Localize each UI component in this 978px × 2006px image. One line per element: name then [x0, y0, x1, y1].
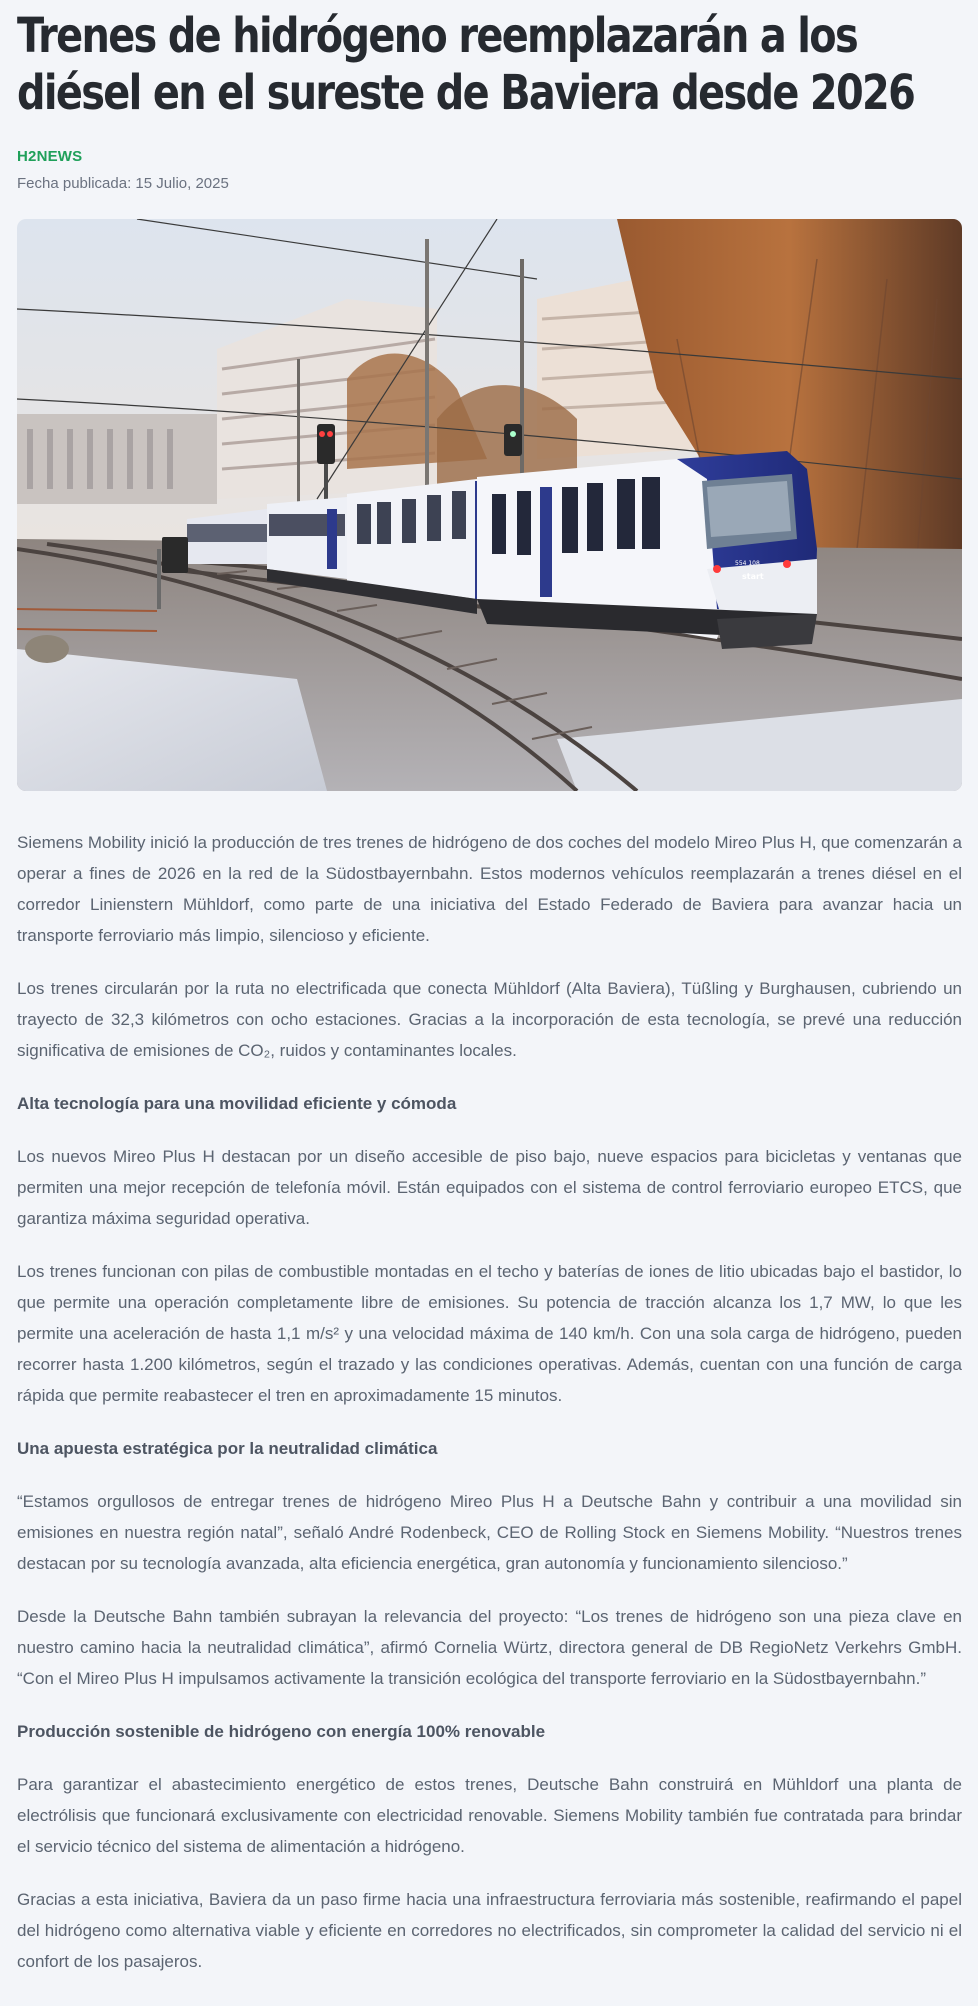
paragraph: Gracias a esta iniciativa, Baviera da un paso firme hacia una infraestructura ferroviaria más sostenible, reafirmando el papel del hidrógeno como alternativa viable y eficiente en corredores no electrificados, sin comprometer la calidad del servicio ni el confort de los pasajeros. — [17, 1890, 962, 1971]
train-brand-text: start — [742, 572, 764, 581]
section-heading: Una apuesta estratégica por la neutralidad climática — [17, 1439, 438, 1458]
article-title: Trenes de hidrógeno reemplazarán a los diésel en el sureste de Baviera desde 2026 — [17, 8, 915, 121]
paragraph: Los trenes funcionan con pilas de combustible montadas en el techo y baterías de iones de litio ubicadas bajo el bastidor, lo que permite una operación completamente libre de emisiones. Su potencia de tracción alcanza los 1,7 MW, lo que les permite una aceleración de hasta 1,1 m/s² y una velocidad máxima de 140 km/h. Con una sola carga de hidrógeno, pueden recorrer hasta 1.200 kilómetros, según el trazado y las condiciones operativas. Además, cuentan con una función de carga rápida que permite reabastecer el tren en aproximadamente 15 minutos. — [17, 1262, 962, 1405]
section-heading: Alta tecnología para una movilidad eficiente y cómoda — [17, 1094, 457, 1113]
quote-paragraph: Desde la Deutsche Bahn también subrayan la relevancia del proyecto: “Los trenes de hidrógeno son una pieza clave en nuestro camino hacia la neutralidad climática”, afirmó Cornelia Würtz, directora general de DB RegioNetz Verkehrs GmbH. “Con el Mireo Plus H impulsamos activamente la transición ecológica del transporte ferroviario en la Südostbayernbahn.” — [17, 1607, 962, 1688]
hero-image — [17, 219, 962, 791]
train-number-text: 554 108 — [735, 560, 760, 567]
section-heading: Producción sostenible de hidrógeno con energía 100% renovable — [17, 1722, 546, 1741]
source-link[interactable]: H2NEWS — [17, 148, 83, 165]
article-body — [17, 827, 962, 1977]
paragraph: Siemens Mobility inició la producción de tres trenes de hidrógeno de dos coches del modelo Mireo Plus H, que comenzarán a operar a fines de 2026 en la red de la Südostbayernbahn. Estos modernos vehículos reemplazarán a trenes diésel en el corredor Linienstern Mühldorf, como parte de una iniciativa del Estado Federado de Baviera para avanzar hacia un transporte ferroviario más limpio, silencioso y eficiente. — [17, 833, 962, 945]
paragraph: Para garantizar el abastecimiento energético de estos trenes, Deutsche Bahn construirá en Mühldorf una planta de electrólisis que funcionará exclusivamente con electricidad renovable. Siemens Mobility también fue contratada para brindar el servicio técnico del sistema de alimentación a hidrógeno. — [17, 1775, 962, 1856]
paragraph: Los trenes circularán por la ruta no electrificada que conecta Mühldorf (Alta Baviera), Tüßling y Burghausen, cubriendo un trayecto de 32,3 kilómetros con ocho estaciones. Gracias a la incorporación de esta tecnología, se prevé una reducción significativa de emisiones de CO₂, ruidos y contaminantes locales. — [17, 979, 962, 1060]
paragraph: Los nuevos Mireo Plus H destacan por un diseño accesible de piso bajo, nueve espacios para bicicletas y ventanas que permiten una mejor recepción de telefonía móvil. Están equipados con el sistema de control ferroviario europeo ETCS, que garantiza máxima seguridad operativa. — [17, 1147, 962, 1228]
publish-date: Fecha publicada: 15 Julio, 2025 — [17, 175, 229, 192]
quote-paragraph: “Estamos orgullosos de entregar trenes de hidrógeno Mireo Plus H a Deutsche Bahn y contribuir a una movilidad sin emisiones en nuestra región natal”, señaló André Rodenbeck, CEO de Rolling Stock en Siemens Mobility. “Nuestros trenes destacan por su tecnología avanzada, alta eficiencia energética, gran autonomía y funcionamiento silencioso.” — [17, 1492, 962, 1573]
